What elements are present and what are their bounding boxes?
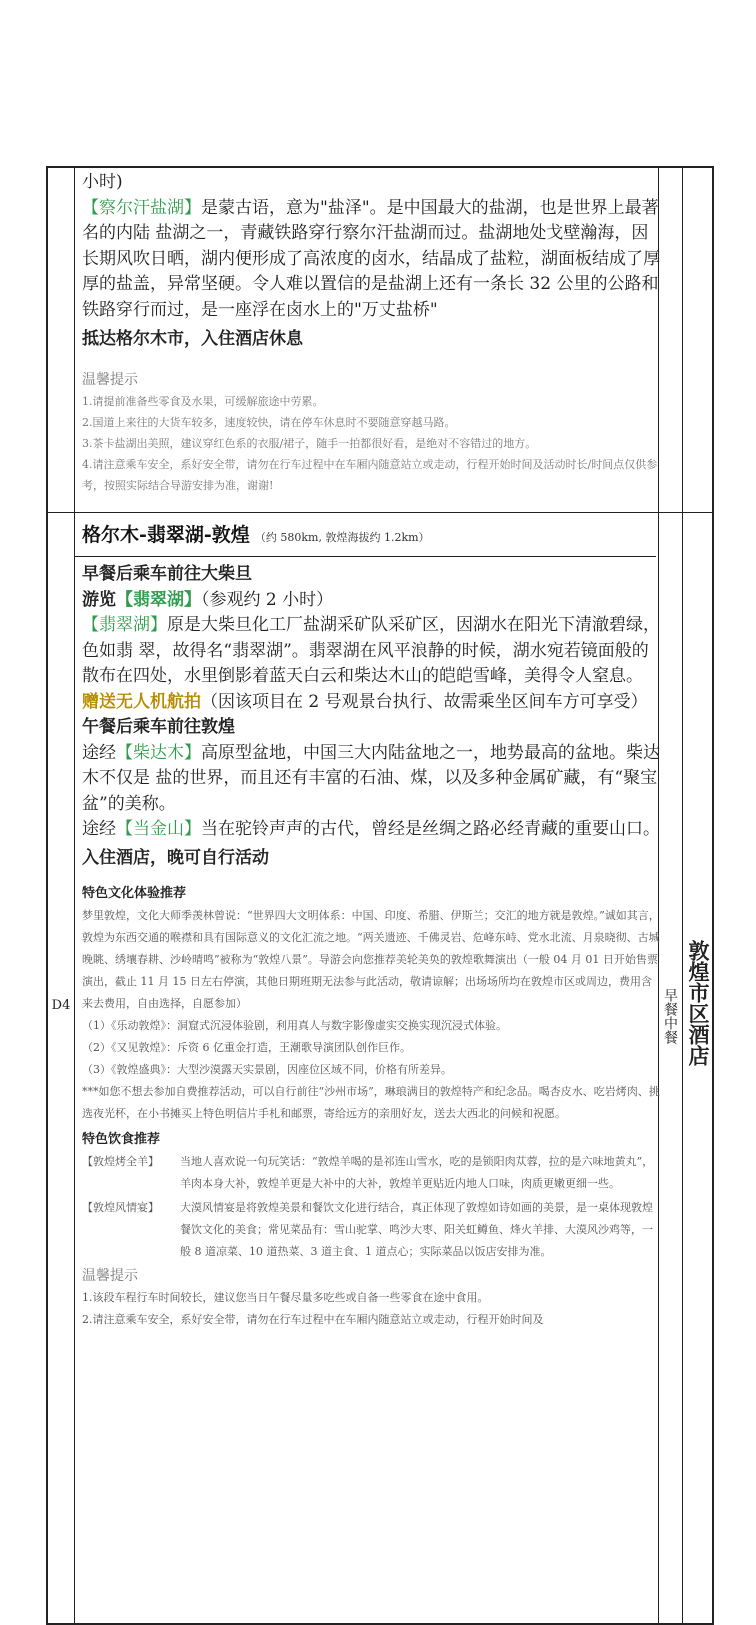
drone-label: 赠送无人机航拍 — [82, 691, 201, 712]
chaerhan-desc: 是蒙古语，意为"盐泽"。是中国最大的盐湖，也是世界上最著名的内陆 盐湖之一，青藏铁路穿行察尔汗盐湖而过。盐湖地处戈壁瀚海，因长期风吹日晒，湖内便形成了高浓度的卤水，结晶成了盐粒，湖面板结成了厚厚的盐盖，异常坚硬。令人难以置信的是盐湖上还有一条长 32 公里的公路和铁路穿行而过，是一座浮在卤水上的"万丈盐桥" — [82, 197, 660, 320]
visit-duration: （参观约 2 小时） — [201, 589, 334, 610]
arrive-line: 抵达格尔木市，入住酒店休息 — [82, 329, 303, 349]
food-tag: 【敦煌烤全羊】 — [82, 1155, 159, 1168]
dangjinshan-desc: 当在驼铃声声的古代，曾经是丝绸之路必经青藏的重要山口。 — [201, 819, 660, 839]
culture-desc: 梦里敦煌，文化大师季羡林曾说：“世界四大文明体系：中国、印度、希腊、伊斯兰；交汇的地方就是敦煌。”诚如其言，敦煌为东西交通的喉襟和具有国际意义的文化汇流之地。“两关遗迹、千佛灵岩、危峰东峙、党水北流、月泉晓彻、古城晚眺、绣壤春耕、沙岭晴鸣”被称为“敦煌八景”。导游会向您推荐美轮美奂的敦煌歌舞演出（一般 04 月 01 日开始售票演出，截止 11 月 15 日左右停演，其他日期班期无法参与此活动，敬请谅解；出场场所均在敦煌市区或周边，费用含来去费用，自由选择，自愿参加） — [82, 909, 660, 1010]
feicui-name: 【翡翠湖】 — [82, 615, 167, 635]
tip-item: 2.国道上来往的大货车较多，速度较快，请在停车休息时不要随意穿越马路。 — [82, 415, 456, 429]
itinerary-table — [46, 166, 714, 1625]
food-text: 当地人喜欢说一句玩笑话：“敦煌羊喝的是祁连山雪水，吃的是锁阳肉苁蓉，拉的是六味地黄丸”，羊肉本身大补，敦煌羊更是大补中的大补，敦煌羊更贴近内地人口味，肉质更嫩更细一些。 — [180, 1155, 654, 1190]
food-title: 特色饮食推荐 — [82, 1132, 161, 1147]
via-label: 途经 — [82, 742, 116, 763]
feicui-paragraph — [82, 613, 660, 690]
free-note: ***如您不想去参加自费推荐活动，可以自行前往“沙州市场”，琳琅满目的敦煌特产和纪念品。喝杏皮水、吃岩烤肉、挑选夜光杯，在小书摊买上特色明信片手札和邮票，寄给远方的亲朋好友，送去大西北的问候和祝愿。 — [82, 1085, 660, 1120]
tips-title: 温馨提示 — [82, 1268, 138, 1284]
dangjinshan-name: 【当金山】 — [116, 819, 201, 839]
tip-item: 1.该段车程行车时间较长，建议您当日午餐尽量多吃些或自备一些零食在途中食用。 — [82, 1291, 489, 1304]
row-divider — [48, 512, 712, 513]
culture-title: 特色文化体验推荐 — [82, 886, 187, 901]
day-subtitle: （约 580km, 敦煌海拔约 1.2km） — [254, 531, 430, 544]
food-item — [82, 1151, 660, 1195]
chaidamu-desc: 高原型盆地，中国三大内陆盆地之一，地势最高的盆地。柴达木不仅是 盐的世界，而且还有丰富的石油、煤，以及多种金属矿藏，有“聚宝盆”的美称。 — [82, 742, 660, 814]
day3-content — [82, 170, 660, 496]
continued-line: 小时) — [82, 172, 123, 192]
feicui-desc: 原是大柴旦化工厂盐湖采矿队采矿区，因湖水在阳光下清澈碧绿，色如翡 翠，故得名“翡翠湖”。翡翠湖在风平浪静的时候，湖水宛若镜面般的散布在四处，水里倒影着蓝天白云和柴达木山的皑皑雪峰，美得令人窒息。 — [82, 615, 660, 686]
food-text: 大漠风情宴是将敦煌美景和餐饮文化进行结合，真正体现了敦煌如诗如画的美景，是一桌体现敦煌餐饮文化的美食；常见菜品有：雪山驼掌、鸣沙大枣、阳关虹鳟鱼、烽火羊排、大漠风沙鸡等，一般 8 道凉菜、10 道热菜、3 道主食、1 道点心；实际菜品以饭店安排为准。 — [180, 1201, 653, 1258]
chaidamu-name: 【柴达木】 — [116, 742, 201, 763]
chaerhan-paragraph — [82, 196, 660, 324]
chaerhan-name: 【察尔汗盐湖】 — [82, 197, 201, 218]
meals-label: 早餐中餐 — [662, 988, 678, 1044]
show-item: （3）《敦煌盛典》：大型沙漠露天实景剧，因座位区域不同，价格有所差异。 — [82, 1063, 452, 1076]
food-tag: 【敦煌风情宴】 — [82, 1201, 159, 1214]
lunch-line: 午餐后乘车前往敦煌 — [82, 717, 235, 737]
feicui-tag: 【翡翠湖】 — [116, 589, 201, 610]
show-item: （1）《乐动敦煌》：洞窟式沉浸体验剧，利用真人与数字影像虚实交换实现沉浸式体验。 — [82, 1019, 507, 1032]
tips-title: 温馨提示 — [82, 371, 138, 388]
tip-item: 4.请注意乘车安全，系好安全带，请勿在行车过程中在车厢内随意站立或走动，行程开始时间及活动时长/时间点仅供参考，按照实际结合导游安排为准，谢谢! — [82, 457, 658, 492]
day-title: 格尔木-翡翠湖-敦煌 — [82, 524, 250, 546]
tip-item: 3.茶卡盐湖出美照，建议穿红色系的衣服/裙子，随手一拍都很好看，是绝对不容错过的地方。 — [82, 436, 537, 450]
tip-item: 2.请注意乘车安全，系好安全带，请勿在行车过程中在车厢内随意站立或走动，行程开始时间及 — [82, 1313, 544, 1326]
via-chaidamu — [82, 741, 660, 818]
visit-line — [82, 588, 660, 614]
day-label: D4 — [51, 998, 71, 1013]
food-item — [82, 1197, 660, 1263]
breakfast-line: 早餐后乘车前往大柴旦 — [82, 564, 252, 584]
drone-note: （因该项目在 2 号观景台执行、故需乘坐区间车方可享受） — [201, 691, 648, 712]
hotel-line: 入住酒店，晚可自行活动 — [82, 847, 269, 868]
hotel-label: 敦煌市区酒店 — [686, 940, 711, 1066]
show-item: （2）《又见敦煌》：斥资 6 亿重金打造，王潮歌导演团队创作巨作。 — [82, 1041, 411, 1054]
tip-item: 1.请提前准备些零食及水果，可缓解旅途中劳累。 — [82, 394, 324, 408]
via-label: 途经 — [82, 819, 116, 839]
col-divider-day — [74, 168, 75, 1623]
via-dangjinshan — [82, 817, 660, 843]
visit-label: 游览 — [82, 589, 116, 610]
day4-content — [82, 562, 660, 1331]
day4-title-row — [82, 520, 660, 547]
title-divider — [74, 556, 656, 557]
col-divider-meal — [682, 168, 683, 1623]
drone-paragraph — [82, 690, 660, 716]
